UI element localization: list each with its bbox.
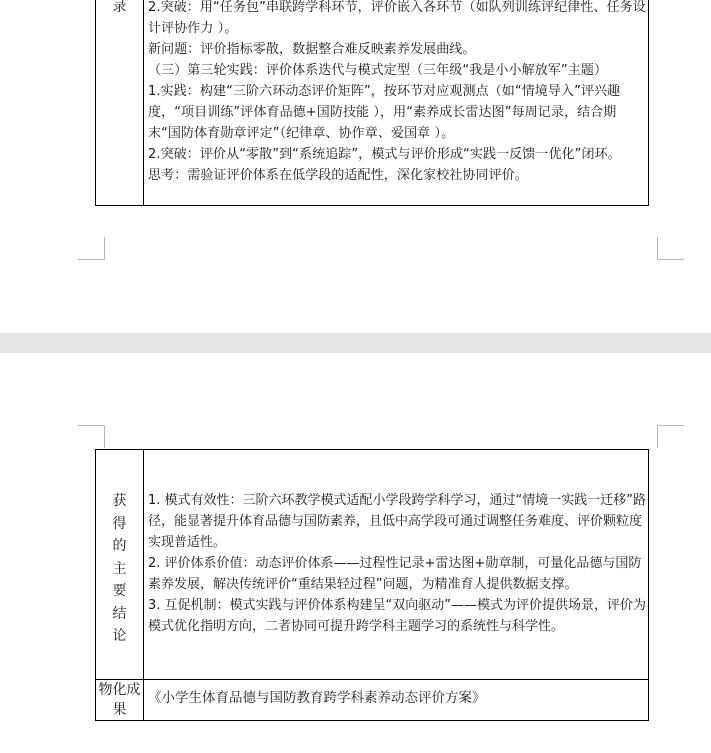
record-line: 1.实践：构建“三阶六环动态评价矩阵”，按环节对应观测点（如“情境导入”评兴趣度，“项目训练”评体育品德+国防技能 ），用“素养成长雷达图”每周记录，结合期末“国防体育勋章评定”（纪律章、协作章、爱国章 ）。 xyxy=(148,84,621,141)
record-line: （三）第三轮实践：评价体系迭代与模式定型（三年级“我是小小解放军”主题） xyxy=(148,63,608,78)
conclusion-table xyxy=(95,449,649,721)
margin-corner-mark xyxy=(657,425,684,448)
record-line: 思考：需验证评价体系在低学段的适配性，深化家校社协同评价。 xyxy=(148,168,528,183)
label-char: 得 xyxy=(112,515,127,532)
label-char: 获 xyxy=(112,493,127,509)
margin-corner-mark xyxy=(78,237,105,260)
document-page-1 xyxy=(0,0,711,333)
conclusion-side-label xyxy=(96,490,143,648)
label-char: 论 xyxy=(112,628,127,644)
research-record-table xyxy=(95,0,649,206)
conclusion-body xyxy=(148,490,646,637)
result-text: 《小学生体育品德与国防教育跨学科素养动态评价方案》 xyxy=(148,690,486,706)
margin-corner-mark xyxy=(657,237,684,260)
record-line: 2.突破：评价从“零散”到“系统追踪”，模式与评价形成“实践一反馈一优化”闭环。 xyxy=(148,147,621,162)
conclusion-item: 2. 评价体系价值：动态评价体系——过程性记录+雷达图+勋章制，可量化品德与国防素养发展，解决传统评价“重结果轻过程”问题，为精准育人提供数据支撑。 xyxy=(148,556,642,592)
conclusion-item: 3. 互促机制：模式实践与评价体系构建呈“双向驱动”——模式为评价提供场景，评价为模式优化指明方向，二者协同可提升跨学科主题学习的系统性与科学性。 xyxy=(148,598,647,634)
record-line: 2.突破：用“任务包”串联跨学科环节，评价嵌入各环节（如队列训练评纪律性、任务设计评协作力 ）。 xyxy=(148,0,646,36)
record-line: 新问题：评价指标零散，数据整合难反映素养发展曲线。 xyxy=(148,42,476,57)
conclusion-item: 1. 模式有效性：三阶六环教学模式适配小学段跨学科学习，通过“情境一实践一迁移”路径，能显著提升体育品德与国防素养，且低中高学段可通过调整任务难度、评价颗粒度实现普适性。 xyxy=(148,493,647,550)
label-char: 结 xyxy=(112,605,127,622)
row-divider xyxy=(96,679,648,680)
margin-corner-mark xyxy=(78,425,105,448)
record-side-label: 录 xyxy=(112,0,127,15)
label-char: 主 xyxy=(112,560,127,577)
page-gap xyxy=(0,333,711,353)
record-body xyxy=(148,0,646,186)
label-char: 要 xyxy=(112,583,127,599)
result-side-label: 物化成果 xyxy=(98,682,141,718)
table-divider xyxy=(143,0,144,205)
label-char: 的 xyxy=(112,538,127,554)
